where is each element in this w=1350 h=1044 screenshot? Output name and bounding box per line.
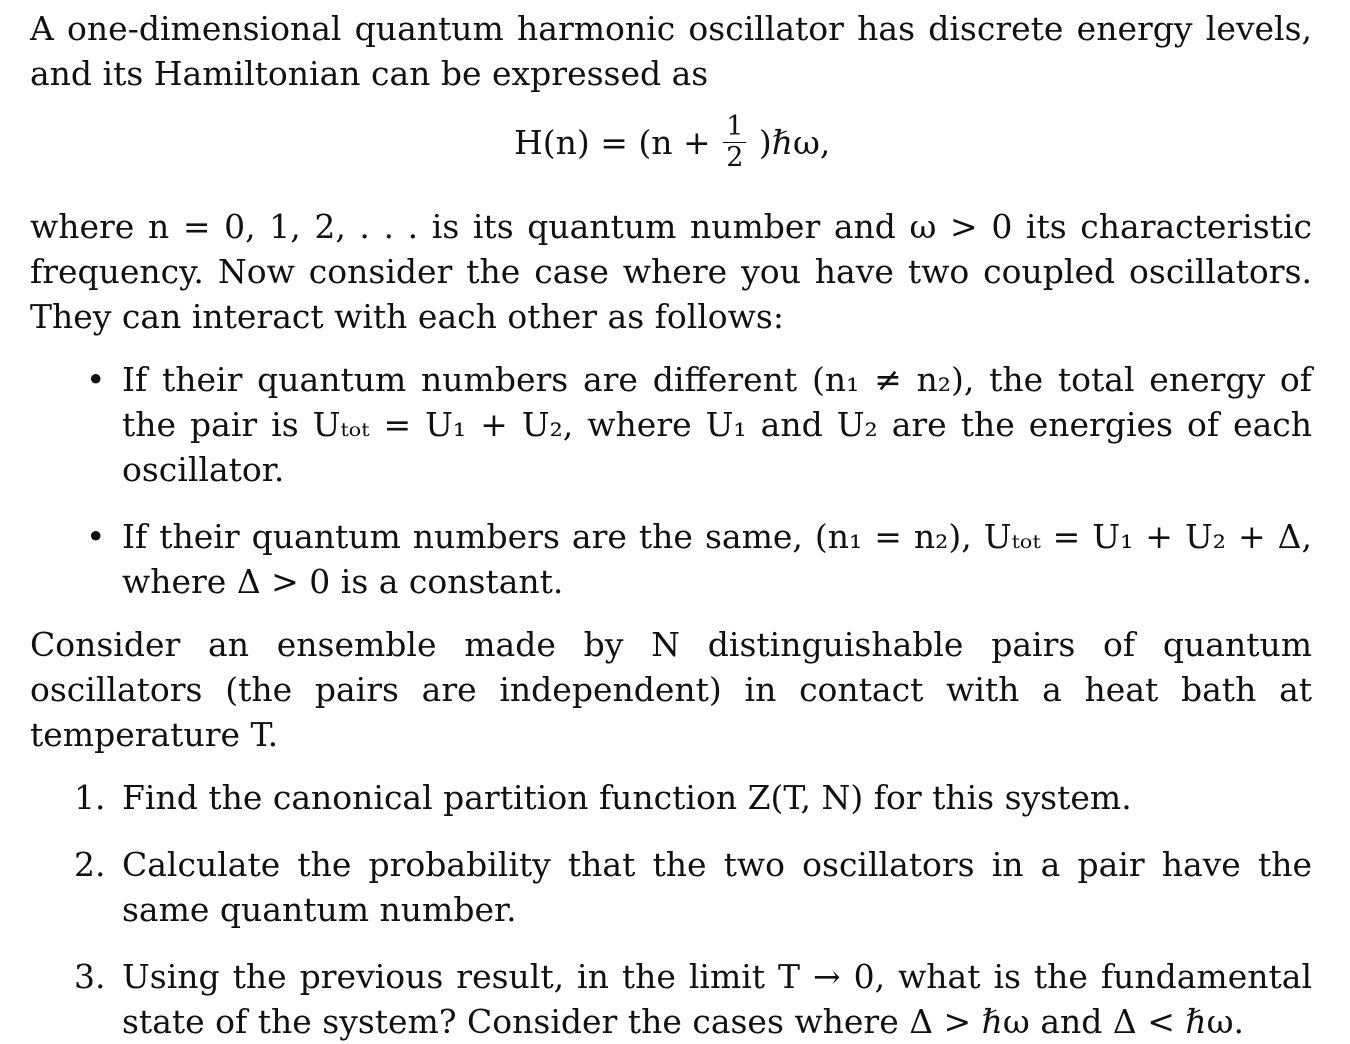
equation-rhs: )ℏω, <box>758 123 831 162</box>
ensemble-paragraph: Consider an ensemble made by N distinguishable pairs of quantum oscillators (the pairs are independent) in contact with a heat bath at temperature T. <box>30 625 1312 754</box>
question-item <box>30 954 1312 1044</box>
condition-item <box>30 357 1312 492</box>
fraction-denominator: 2 <box>726 142 744 173</box>
equation-fraction <box>723 112 746 173</box>
condition-text: If their quantum numbers are different (n₁ ≠ n₂), the total energy of the pair is Uₜₒₜ = U₁ + U₂, where U₁ and U₂ are the energies of each oscillator. <box>122 360 1312 489</box>
interaction-conditions-list <box>30 357 1312 604</box>
fraction-numerator: 1 <box>723 112 746 143</box>
problem-document <box>30 6 1312 1044</box>
question-item <box>30 842 1312 932</box>
question-number: 3. <box>74 957 106 996</box>
equation-body <box>514 112 830 173</box>
hamiltonian-equation <box>30 96 1312 204</box>
equation-lhs: H(n) = (n + <box>514 123 711 162</box>
bullet-icon: • <box>86 517 106 556</box>
question-text: Calculate the probability that the two oscillators in a pair have the same quantum number. <box>122 845 1312 929</box>
intro-paragraph: A one-dimensional quantum harmonic oscillator has discrete energy levels, and its Hamiltonian can be expressed as <box>30 9 1312 93</box>
question-number: 2. <box>74 845 106 884</box>
questions-list <box>30 775 1312 1044</box>
after-equation-paragraph: where n = 0, 1, 2, . . . is its quantum number and ω > 0 its characteristic frequency. Now consider the case where you have two coupled oscillators. They can interact with each other as follows: <box>30 207 1312 336</box>
question-number: 1. <box>74 778 106 817</box>
question-item <box>30 775 1312 820</box>
condition-item <box>30 514 1312 604</box>
condition-text: If their quantum numbers are the same, (n₁ = n₂), Uₜₒₜ = U₁ + U₂ + Δ, where Δ > 0 is a constant. <box>122 517 1312 601</box>
bullet-icon: • <box>86 360 106 399</box>
question-text: Using the previous result, in the limit T → 0, what is the fundamental state of the system? Consider the cases where Δ > ℏω and Δ < ℏω. <box>122 957 1312 1041</box>
question-text: Find the canonical partition function Z(T, N) for this system. <box>122 778 1132 817</box>
